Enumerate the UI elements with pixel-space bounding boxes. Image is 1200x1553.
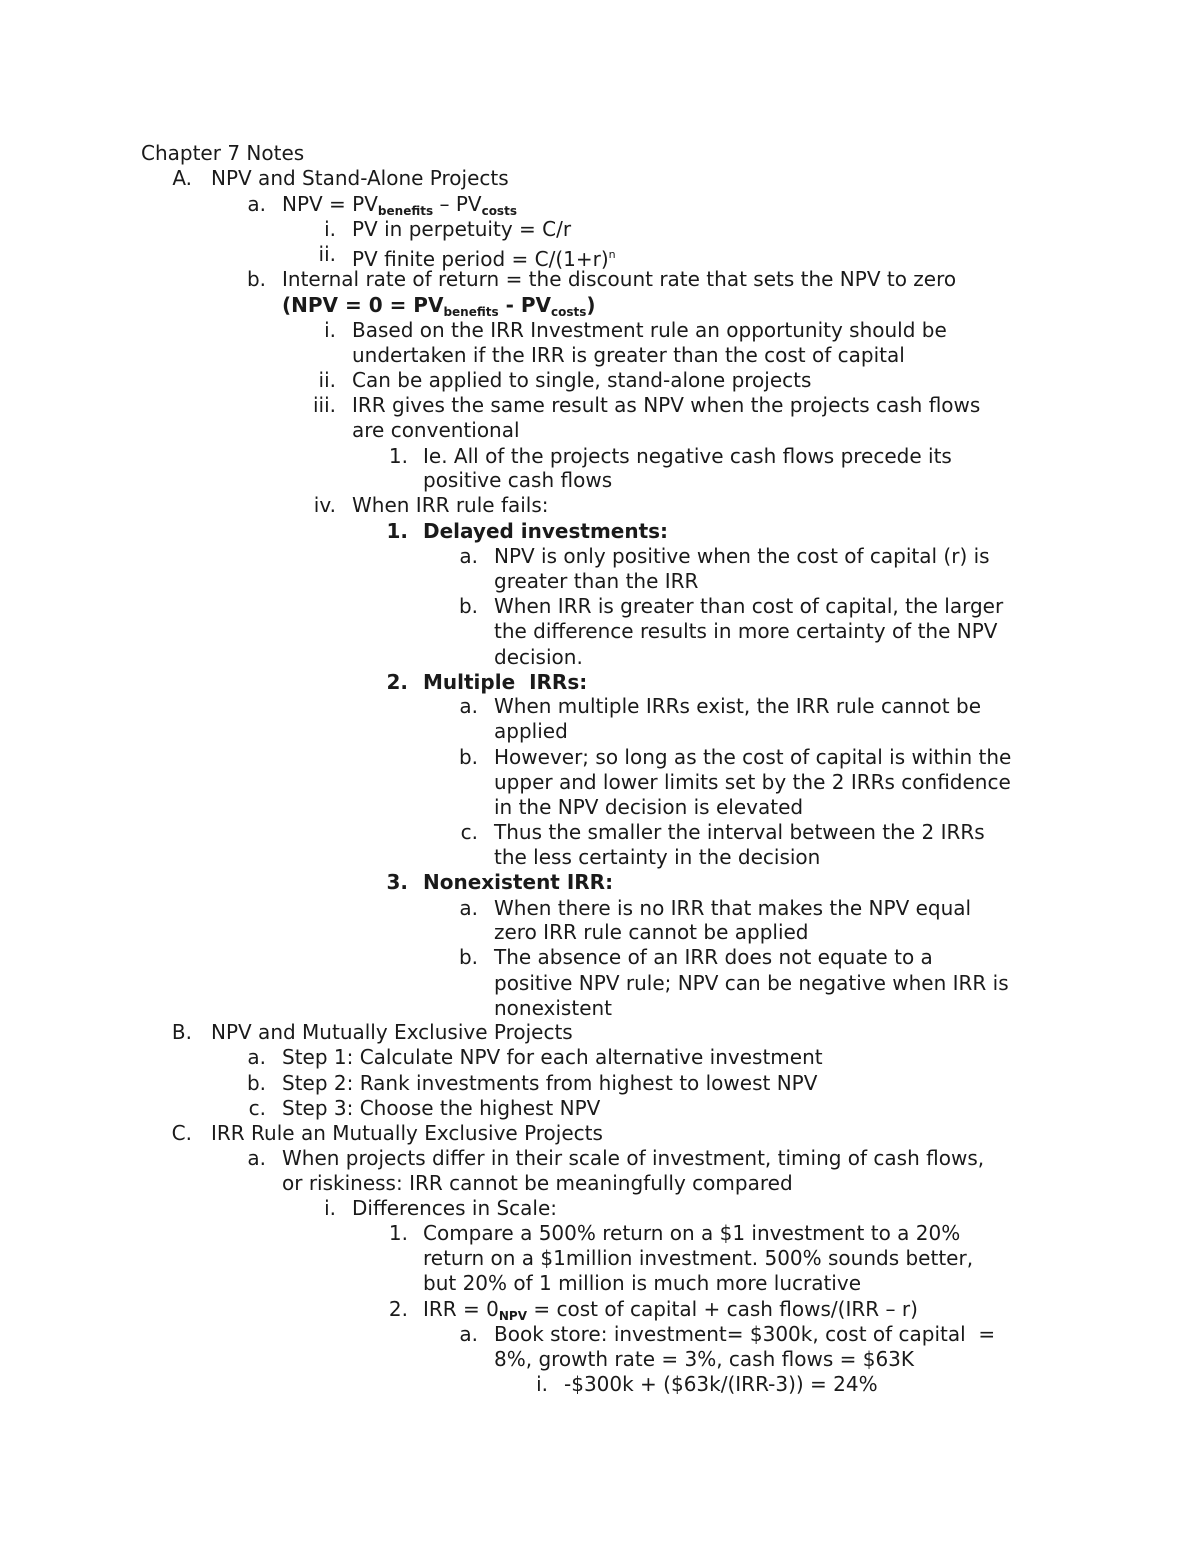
list-item-text: upper and lower limits set by the 2 IRRs confidence (494, 770, 1011, 794)
formula-part: ) (586, 293, 596, 317)
list-marker: a. (459, 544, 478, 568)
list-item-text: Thus the smaller the interval between the 2 IRRs (494, 820, 985, 844)
list-marker: 1. (388, 444, 408, 468)
list-marker: 1. (386, 519, 408, 543)
subscript: costs (551, 305, 587, 319)
list-item-text: Step 1: Calculate NPV for each alternative investment (282, 1045, 823, 1069)
list-item-text: Ie. All of the projects negative cash flows precede its (423, 444, 952, 468)
list-marker: b. (458, 945, 478, 969)
list-marker: 1. (388, 1221, 408, 1245)
list-marker: ii. (318, 242, 336, 266)
subscript: costs (481, 204, 517, 218)
superscript: n (608, 248, 616, 261)
formula-text: PV finite period = C/(1+r) (352, 247, 609, 271)
list-marker: b. (458, 594, 478, 618)
section-heading: NPV and Stand-Alone Projects (211, 166, 509, 190)
list-item-text: PV in perpetuity = C/r (352, 217, 572, 241)
subscript: benefits (443, 305, 499, 319)
list-item-text: NPV is only positive when the cost of capital (r) is (494, 544, 990, 568)
list-item-text: Book store: investment= $300k, cost of capital = (494, 1322, 996, 1346)
formula-part: (NPV = 0 = PV (282, 293, 444, 317)
list-item-text: the difference results in more certainty of the NPV (494, 619, 998, 643)
list-item-text: in the NPV decision is elevated (494, 795, 804, 819)
list-item-text: When multiple IRRs exist, the IRR rule cannot be (494, 694, 981, 718)
list-marker: 2. (388, 1297, 408, 1321)
list-item-text: However; so long as the cost of capital is within the (494, 745, 1012, 769)
list-item-text: positive cash flows (423, 468, 613, 492)
list-item-text: Internal rate of return = the discount rate that sets the NPV to zero (282, 267, 957, 291)
list-item-text: nonexistent (494, 996, 613, 1020)
page-title: Chapter 7 Notes (141, 141, 305, 165)
list-marker: b. (458, 745, 478, 769)
section-heading: IRR Rule an Mutually Exclusive Projects (211, 1121, 603, 1145)
list-marker: c. (248, 1096, 266, 1120)
subscript: benefits (377, 204, 434, 218)
list-marker: iv. (313, 493, 336, 517)
list-item-text: undertaken if the IRR is greater than the cost of capital (352, 343, 905, 367)
list-marker: A. (172, 166, 192, 190)
list-item-text: applied (494, 719, 568, 743)
section-heading: NPV and Mutually Exclusive Projects (211, 1020, 573, 1044)
list-item-text: Compare a 500% return on a $1 investment to a 20% (423, 1221, 961, 1245)
list-item-text: Can be applied to single, stand-alone projects (352, 368, 812, 392)
list-marker: a. (459, 694, 478, 718)
list-item-text: Step 3: Choose the highest NPV (282, 1096, 601, 1120)
list-marker: b. (246, 1071, 266, 1095)
list-item-text: positive NPV rule; NPV can be negative when IRR is (494, 971, 1009, 995)
list-marker: b. (246, 267, 266, 291)
list-marker: iii. (312, 393, 336, 417)
list-marker: a. (459, 1322, 478, 1346)
formula-part: = cost of capital + cash flows/(IRR – r) (527, 1297, 918, 1321)
list-item-text: -$300k + ($63k/(IRR-3)) = 24% (564, 1372, 878, 1396)
list-item-text: When projects differ in their scale of investment, timing of cash flows, (282, 1146, 985, 1170)
list-item-text: Step 2: Rank investments from highest to lowest NPV (282, 1071, 818, 1095)
list-marker: C. (171, 1121, 192, 1145)
list-marker: a. (459, 896, 478, 920)
list-marker: B. (171, 1020, 192, 1044)
list-marker: a. (247, 1146, 266, 1170)
list-marker: 2. (386, 670, 408, 694)
list-marker: a. (247, 192, 266, 216)
list-marker: c. (460, 820, 478, 844)
list-item-text: The absence of an IRR does not equate to a (494, 945, 933, 969)
subscript: NPV (498, 1309, 528, 1323)
list-item-text: Differences in Scale: (352, 1196, 558, 1220)
list-item-text: When IRR rule fails: (352, 493, 549, 517)
formula-part: IRR = 0 (423, 1297, 499, 1321)
list-item-text: IRR gives the same result as NPV when the projects cash flows (352, 393, 981, 417)
list-item-text: return on a $1million investment. 500% sounds better, (423, 1246, 974, 1270)
list-item-text: zero IRR rule cannot be applied (494, 920, 809, 944)
list-marker: ii. (318, 368, 336, 392)
subsection-heading: Delayed investments: (423, 519, 669, 543)
list-item-text: When IRR is greater than cost of capital, the larger (494, 594, 1004, 618)
formula-part: - PV (498, 293, 551, 317)
subsection-heading: Nonexistent IRR: (423, 870, 614, 894)
list-marker: i. (324, 217, 336, 241)
list-item-text: the less certainty in the decision (494, 845, 821, 869)
list-marker: i. (536, 1372, 548, 1396)
list-item-text: Based on the IRR Investment rule an opportunity should be (352, 318, 947, 342)
list-marker: i. (324, 1196, 336, 1220)
formula-text: NPV = PV (282, 192, 378, 216)
list-item-text: 8%, growth rate = 3%, cash flows = $63K (494, 1347, 915, 1371)
list-item-text: or riskiness: IRR cannot be meaningfully compared (282, 1171, 793, 1195)
list-item-text: are conventional (352, 418, 520, 442)
subsection-heading: Multiple IRRs: (423, 670, 588, 694)
list-item-text: decision. (494, 645, 583, 669)
list-item-text: When there is no IRR that makes the NPV equal (494, 896, 972, 920)
formula-text: – PV (433, 192, 482, 216)
list-item-text: but 20% of 1 million is much more lucrative (423, 1271, 862, 1295)
list-marker: 3. (386, 870, 408, 894)
list-marker: i. (324, 318, 336, 342)
list-marker: a. (247, 1045, 266, 1069)
list-item-text: greater than the IRR (494, 569, 699, 593)
